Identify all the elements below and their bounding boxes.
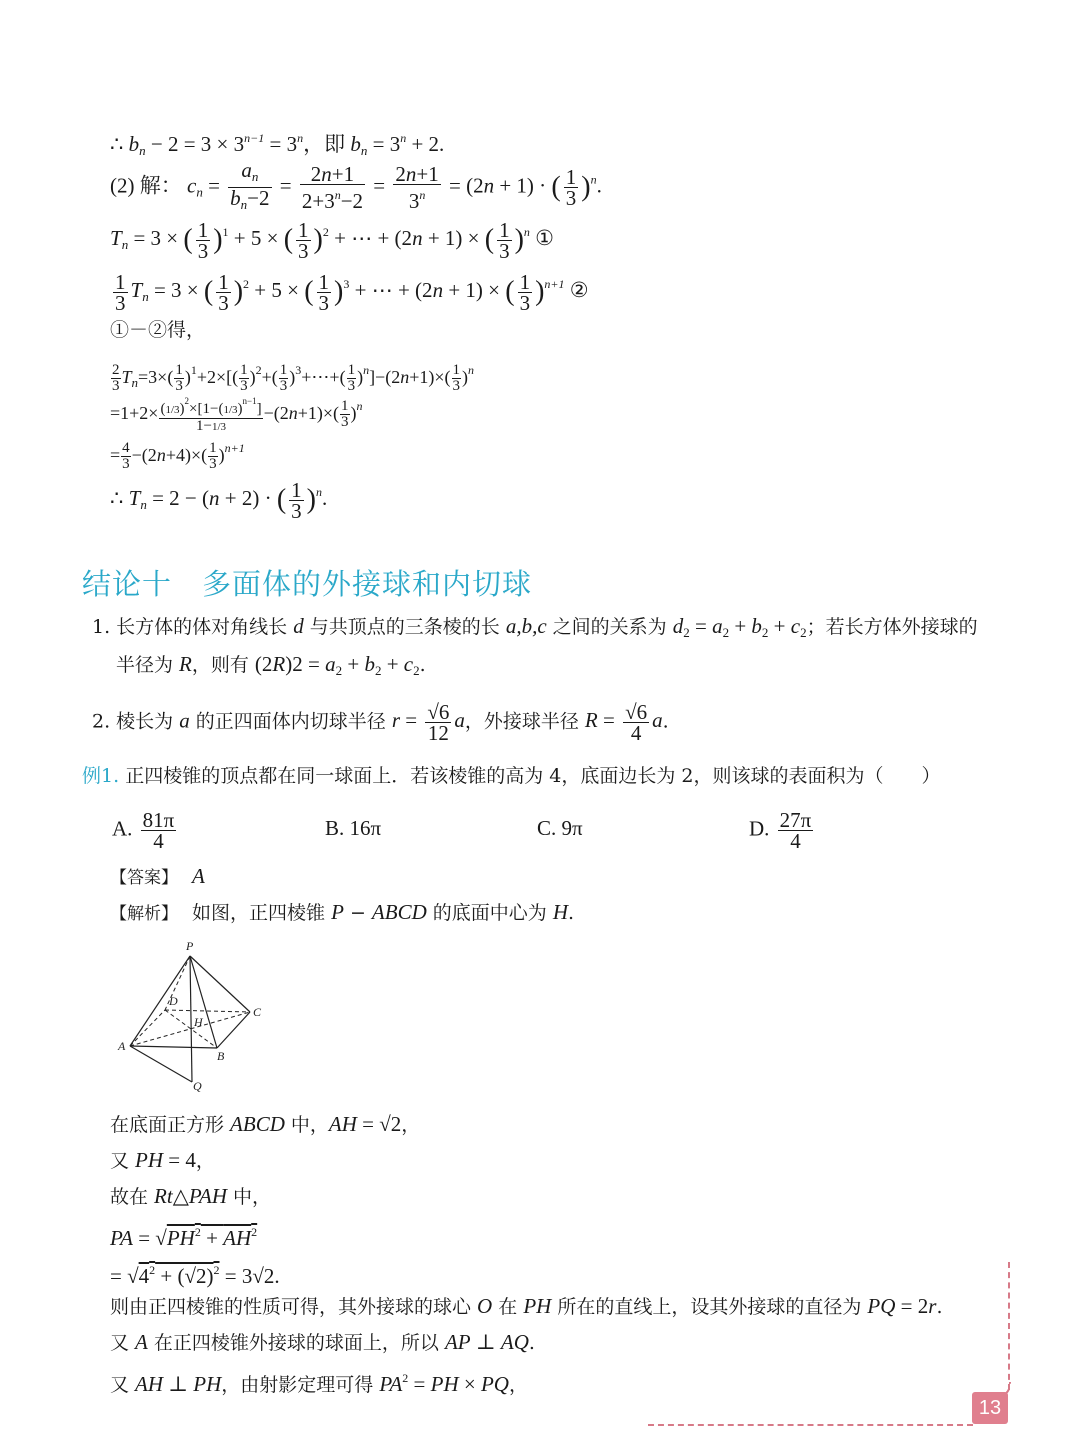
derivation-line-1: $\frac{2}{3}$ $T_n=3\times$( $\frac{1}{3}$ )$^1$+2×[( $\frac{1}{3}$ )$^2$+( $\frac{1}{3}$ )$^3$+⋯+( $\frac{1}{3}$ )$^n$]−(2n+1)×( $\frac{1}{3}$ )$^n$ [112,362,474,395]
step-7: 又 A 在正四棱锥外接球的球面上，所以 AP ⊥ AQ. [110,1330,535,1354]
label-h: H [194,1015,203,1029]
subtract-note: ①－②得， [110,319,206,341]
edge-bc [217,1012,250,1048]
point-1-line-1: 1. 长方体的体对角线长 d 与共顶点的三条棱的长 a,b,c 之间的关系为 $d_2 = a_2 + b_2 + c_2$；若长方体外接球的 [92,614,978,640]
edge-pb [190,956,217,1048]
edge-ab [130,1046,217,1048]
line-pq [190,956,192,1082]
section-heading [82,562,532,603]
step-2: 又 PH = 4， [110,1148,215,1172]
point-2: 2. 棱长为 a 的正四面体内切球半径 r = $\frac{√6}{12}$ a，外接球半径 R = $\frac{√6}{4}$ a. [92,700,669,745]
edge-aq [130,1046,192,1082]
analysis-line: 【解析】 如图，正四棱锥 P − ABCD 的底面中心为 H. [110,900,575,924]
label-c: C [253,1005,262,1019]
answer-line [110,862,205,892]
solution-cn-line: (2) 解： $c_n$ = $\frac{a_n}{b_n-2}$ = $\frac{2n+1}{2+3^n-2}$ = $\frac{2n+1}{3^n}$ = (2n + 1) · ( $\frac{1}{3}$ )$^n$. [110,158,602,213]
edge-ad [130,1010,165,1046]
step-1: 在底面正方形 ABCD 中，AH = √2， [110,1112,421,1136]
option-c: C. 9π [537,816,583,840]
answer-value: A [192,864,205,888]
tn-line: $T_n = 3$ × ( $\frac{1}{3}$ )$^1$ + 5 × ( $\frac{1}{3}$ )$^2$ + ⋯ + (2n + 1) × ( $\frac{1}{3}$ )$^n$ ① [110,217,554,263]
label-p: P [186,939,194,953]
answer-label: 【答案】 [110,868,178,888]
example-question: 正四棱锥的顶点都在同一球面上．若该棱锥的高为 4，底面边长为 2，则该球的表面积为（ ） [125,765,941,787]
label-d: D [169,994,178,1008]
label-a: A [118,1039,126,1053]
step-4: PA = $√PH^2 + AH^2$ [110,1225,258,1250]
part2-label: (2) 解： [110,173,182,198]
step-6: 则由正四棱锥的性质可得，其外接球的球心 O 在 PH 所在的直线上，设其外接球的直径为 PQ = 2r. [110,1294,943,1318]
derivation-line-2: =1+2× $\frac{(1/3)^2\times[1-(1/3)^{n-1}]}{1-1/3}$ −(2n+1)×( $\frac{1}{3}$ )$^n$ [110,396,363,435]
pyramid-figure [110,938,270,1093]
derivation-line-3: = $\frac{4}{3}$ −(2n+4)×( $\frac{1}{3}$ )$^{n+1}$ [110,440,245,473]
edge-pc [190,956,250,1012]
tn-conclusion: ∴ $T_n = 2 - (n + 2)$ · ( $\frac{1}{3}$ )$^n$. [110,477,328,523]
label-b: B [217,1049,225,1063]
step-5: = $√4^2 + (√2)^2 = 3√2$. [110,1263,280,1288]
step-8: 又 AH ⊥ PH，由射影定理可得 $PA^2$ = PH × PQ， [110,1371,528,1396]
edge-pa [130,956,190,1046]
edge-dc [165,1010,250,1012]
label-q: Q [193,1079,202,1093]
example-1-question [82,762,940,790]
example-label: 例1. [82,765,120,787]
solution-line-1: ∴ $b_n - 2 = 3 \times 3^{n-1} = 3^n$，即 $b_n = 3^n + 2$. [110,131,445,158]
page-number: 13 [972,1392,1008,1424]
section-title: 多面体的外接球和内切球 [202,567,533,601]
section-number: 结论十 [82,567,173,601]
page-border-vertical [1008,1262,1010,1390]
analysis-label: 【解析】 [110,904,178,924]
point-1-line-2: 半径为 R，则有 $(2R)2 = a_2 + b_2 + c_2$. [116,652,426,678]
page-border-horizontal [648,1424,973,1426]
diag-ac [130,1012,250,1046]
third-tn-line: $\frac{1}{3}$ $T_n = 3$ × ( $\frac{1}{3}$ )$^2$ + 5 × ( $\frac{1}{3}$ )$^3$ + ⋯ + (2n + 1) × ( $\frac{1}{3}$ )$^{n+1}$ ② [115,269,589,315]
option-a: A. $\frac{81\pi}{4}$ [112,808,175,853]
step-3: 故在 Rt△PAH 中， [110,1184,272,1208]
option-d: D. $\frac{27\pi}{4}$ [749,808,812,853]
option-b: B. 16π [325,816,382,840]
